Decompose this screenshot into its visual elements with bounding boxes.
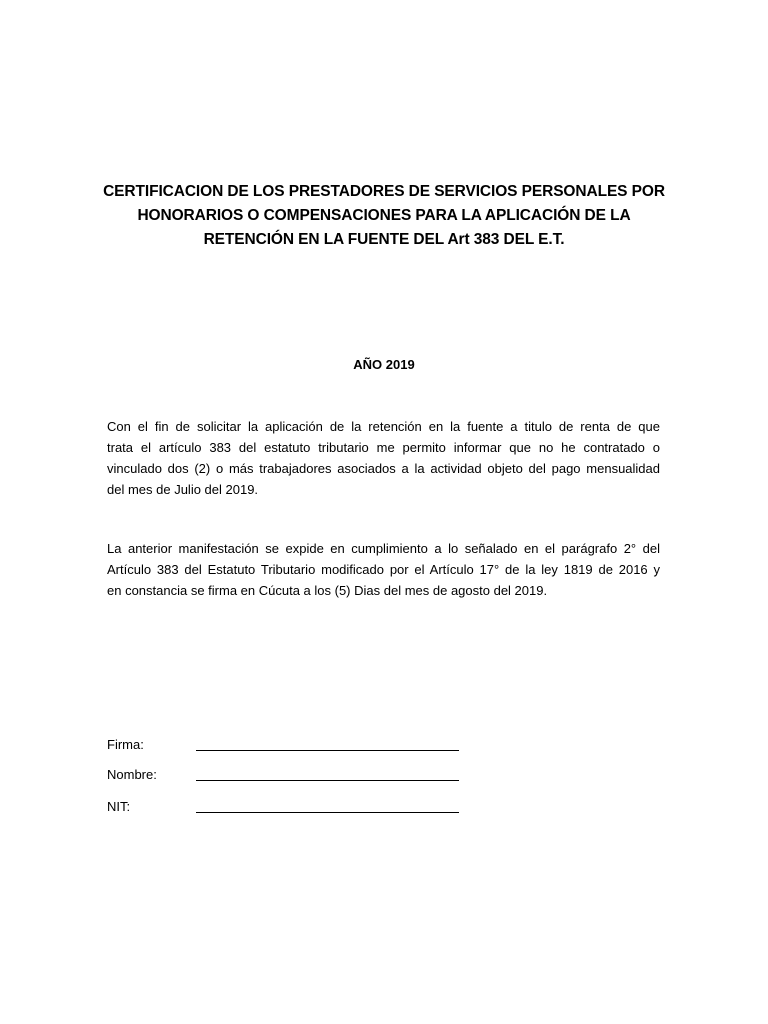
paragraph1-line-3: vinculado dos (2) o más trabajadores asociados a la actividad objeto del pago mensualidad: [107, 461, 660, 476]
signature-row-firma: [107, 735, 467, 757]
title-line-1: CERTIFICACION DE LOS PRESTADORES DE SERVICIOS PERSONALES POR: [103, 183, 665, 200]
signature-row-nit: [107, 797, 467, 819]
year-heading: AÑO 2019: [353, 357, 415, 372]
firma-line[interactable]: [196, 750, 459, 751]
nombre-label: Nombre:: [107, 767, 157, 782]
signature-row-nombre: [107, 765, 467, 787]
nit-label: NIT:: [107, 799, 131, 814]
paragraph1-line-2: trata el artículo 383 del estatuto tributario me permito informar que no he contratado o: [107, 440, 660, 455]
paragraph-certification: [107, 416, 660, 500]
paragraph1-line-1: Con el fin de solicitar la aplicación de la retención en la fuente a titulo de renta de que: [107, 419, 660, 434]
nombre-line[interactable]: [196, 780, 459, 781]
firma-label: Firma:: [107, 737, 144, 752]
title-line-3: RETENCIÓN EN LA FUENTE DEL Art 383 DEL E.T.: [203, 231, 565, 248]
document-title: [100, 180, 668, 252]
paragraph-manifestation: [107, 538, 660, 601]
paragraph1-line-4: del mes de Julio del 2019.: [107, 482, 259, 497]
paragraph2-line-1: La anterior manifestación se expide en cumplimiento a lo señalado en el parágrafo 2° del: [107, 541, 660, 556]
paragraph2-line-2: Artículo 383 del Estatuto Tributario modificado por el Artículo 17° de la ley 1819 de 2016 y: [107, 562, 660, 577]
paragraph2-line-3: en constancia se firma en Cúcuta a los (5) Dias del mes de agosto del 2019.: [107, 583, 548, 598]
title-line-2: HONORARIOS O COMPENSACIONES PARA LA APLICACIÓN DE LA: [137, 207, 631, 224]
nit-line[interactable]: [196, 812, 459, 813]
